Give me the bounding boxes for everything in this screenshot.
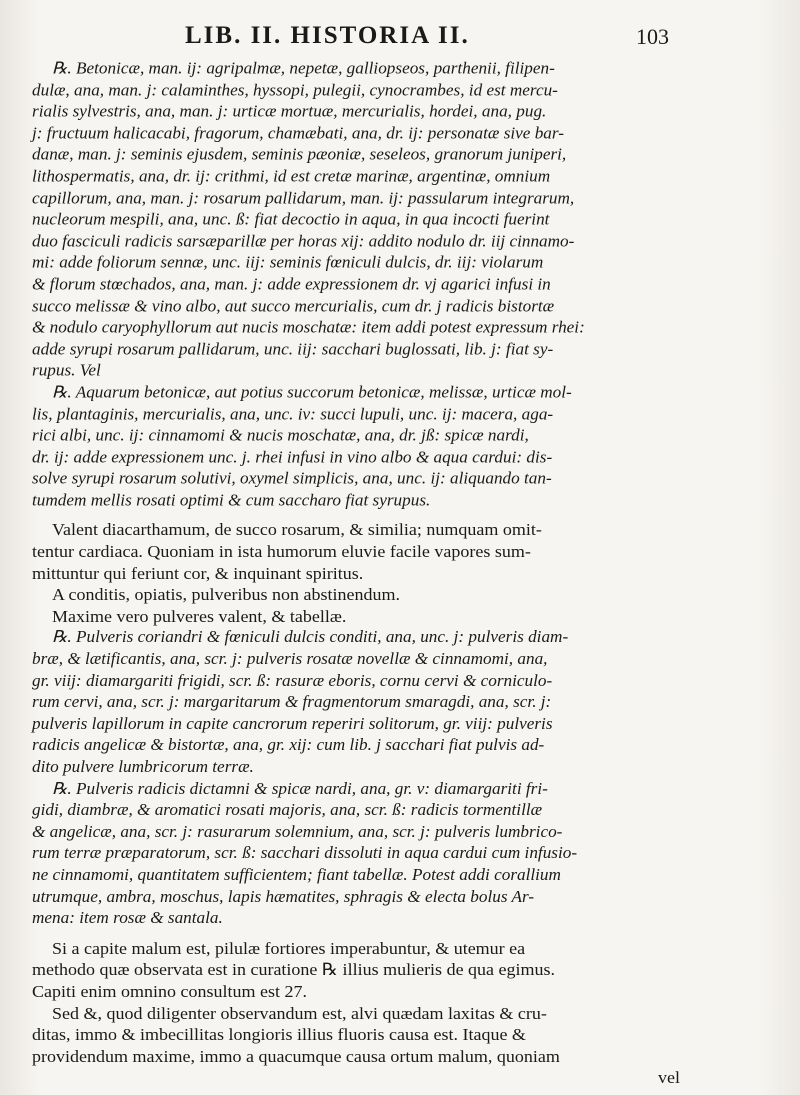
text-line: solve syrupi rosarum solutivi, oxymel simplicis, ana, unc. ij: aliquando tan- xyxy=(32,469,552,488)
text-line: rupus. Vel xyxy=(32,361,101,380)
text-paragraph xyxy=(32,1002,682,1067)
text-line: succo melissæ & vino albo, aut succo mercurialis, cum dr. j radicis bistortæ xyxy=(32,296,555,315)
text-paragraph xyxy=(32,584,682,606)
text-line: rici albi, unc. ij: cinnamomi & nucis moschatæ, ana, dr. jß: spicæ nardi, xyxy=(32,426,529,445)
text-line: gidi, diambræ, & aromatici rosati majoris, ana, scr. ß: radicis tormentillæ xyxy=(32,800,543,820)
text-line: ℞. Betonicæ, man. ij: agripalmæ, nepetæ, galliopseos, parthenii, filipen- xyxy=(52,58,555,78)
text-line: Si a capite malum est, pilulæ fortiores imperabuntur, & utemur ea xyxy=(52,938,526,958)
text-line: providendum maxime, immo a quacumque causa ortum malum, quoniam xyxy=(32,1046,560,1066)
body-text xyxy=(32,58,682,1088)
text-line: dr. ij: adde expressionem unc. j. rhei infusi in vino albo & aqua cardui: dis- xyxy=(32,447,553,466)
text-line: Sed &, quod diligenter observandum est, alvi quædam laxitas & cru- xyxy=(52,1003,547,1023)
text-line: ℞. Pulveris coriandri & fœniculi dulcis conditi, ana, unc. j: pulveris diam- xyxy=(52,628,569,647)
paragraph-gap xyxy=(32,930,682,938)
text-line: & angelicæ, ana, scr. j: rasurarum solemnium, ana, scr. j: pulveris lumbrico- xyxy=(32,822,563,841)
text-line: ne cinnamomi, quantitatem sufficientem; fiant tabellæ. Potest addi corallium xyxy=(32,865,561,884)
text-line: tentur cardiaca. Quoniam in ista humorum eluvie facile vapores sum- xyxy=(32,541,531,561)
text-line: ℞. Pulveris radicis dictamni & spicæ nardi, ana, gr. v: diamargariti fri- xyxy=(52,779,548,798)
text-line: ℞. Aquarum betonicæ, aut potius succorum betonicæ, melissæ, urticæ mol- xyxy=(52,382,572,402)
text-line: radicis angelicæ & bistortæ, ana, gr. xij: cum lib. j sacchari fiat pulvis ad- xyxy=(32,736,545,755)
text-line: danæ, man. j: seminis ejusdem, seminis pæoniæ, seseleos, granorum juniperi, xyxy=(32,145,567,164)
catchword: vel xyxy=(658,1067,680,1087)
text-line: & nodulo caryophyllorum aut nucis moschatæ: item addi potest expressum rhei: xyxy=(32,318,585,337)
page-number: 103 xyxy=(636,24,669,49)
text-line: dito pulvere lumbricorum terræ. xyxy=(32,757,254,776)
recipe-paragraph xyxy=(32,58,682,382)
text-line: mi: adde foliorum sennæ, unc. iij: seminis fœniculi dulcis, dr. iij: violarum xyxy=(32,253,544,272)
text-line: mena: item rosæ & santala. xyxy=(32,908,223,928)
text-line: Capiti enim omnino consultum est 27. xyxy=(32,981,307,1001)
text-line: tumdem mellis rosati optimi & cum saccharo fiat syrupus. xyxy=(32,490,431,510)
text-paragraph xyxy=(32,606,682,628)
text-line: rum terræ præparatorum, scr. ß: sacchari dissoluti in aqua cardui cum infusio- xyxy=(32,844,578,863)
text-line: j: fructuum halicacabi, fragorum, chamæbati, ana, dr. ij: personatæ sive bar- xyxy=(32,123,564,142)
text-line: nucleorum mespili, ana, unc. ß: fiat decoctio in aqua, in qua incocti fuerint xyxy=(32,210,550,229)
running-title: LIB. II. HISTORIA II. xyxy=(185,22,470,49)
text-line: pulveris lapillorum in capite cancrorum reperiri solitorum, gr. viij: pulveris xyxy=(32,714,553,733)
text-paragraph xyxy=(32,937,682,1002)
text-line: duo fasciculi radicis sarsæparillæ per horas xij: addito nodulo dr. iij cinnamo- xyxy=(32,231,575,250)
text-line: adde syrupi rosarum pallidarum, unc. iij: sacchari buglossati, lib. j: fiat sy- xyxy=(32,339,554,358)
text-line: bræ, & lætificantis, ana, scr. j: pulveris rosatæ novellæ & cinnamomi, ana, xyxy=(32,649,548,668)
text-line: utrumque, ambra, moschus, lapis hæmatites, sphragis & electa bolus Ar- xyxy=(32,887,535,906)
text-line: Maxime vero pulveres valent, & tabellæ. xyxy=(52,606,347,626)
text-line: dulæ, ana, man. j: calaminthes, hyssopi, pulegii, cynocrambes, id est mercu- xyxy=(32,80,558,99)
text-line: lithospermatis, ana, dr. ij: crithmi, id est cretæ marinæ, argentinæ, omnium xyxy=(32,166,551,186)
text-line: capillorum, ana, man. j: rosarum pallidarum, man. ij: passularum integrarum, xyxy=(32,188,575,207)
running-head xyxy=(0,18,800,58)
text-line: Valent diacarthamum, de succo rosarum, & similia; numquam omit- xyxy=(52,520,542,540)
text-line: mittuntur qui feriunt cor, & inquinant spiritus. xyxy=(32,563,364,583)
recipe-paragraph xyxy=(32,382,682,512)
paragraph-gap xyxy=(32,512,682,520)
text-line: rum cervi, ana, scr. j: margaritarum & fragmentorum smaragdi, ana, scr. j: xyxy=(32,692,552,712)
text-line: lis, plantaginis, mercurialis, ana, unc. iv: succi lupuli, unc. ij: macera, aga- xyxy=(32,404,554,423)
text-line: A conditis, opiatis, pulveribus non abstinendum. xyxy=(52,584,400,605)
text-line: gr. viij: diamargariti frigidi, scr. ß: rasuræ eboris, cornu cervi & corniculo- xyxy=(32,671,553,690)
recipe-paragraph xyxy=(32,627,682,778)
text-line: ditas, immo & imbecillitas longioris illius fluoris causa est. Itaque & xyxy=(32,1024,526,1044)
text-paragraph xyxy=(32,519,682,584)
text-line: rialis sylvestris, ana, man. j: urticæ mortuæ, mercurialis, hordei, ana, pug. xyxy=(32,102,547,121)
text-line: & florum stœchados, ana, man. j: adde expressionem dr. vj agarici infusi in xyxy=(32,274,551,294)
recipe-paragraph xyxy=(32,778,682,929)
text-line: methodo quæ observata est in curatione ℞ illius mulieris de qua egimus. xyxy=(32,959,556,979)
